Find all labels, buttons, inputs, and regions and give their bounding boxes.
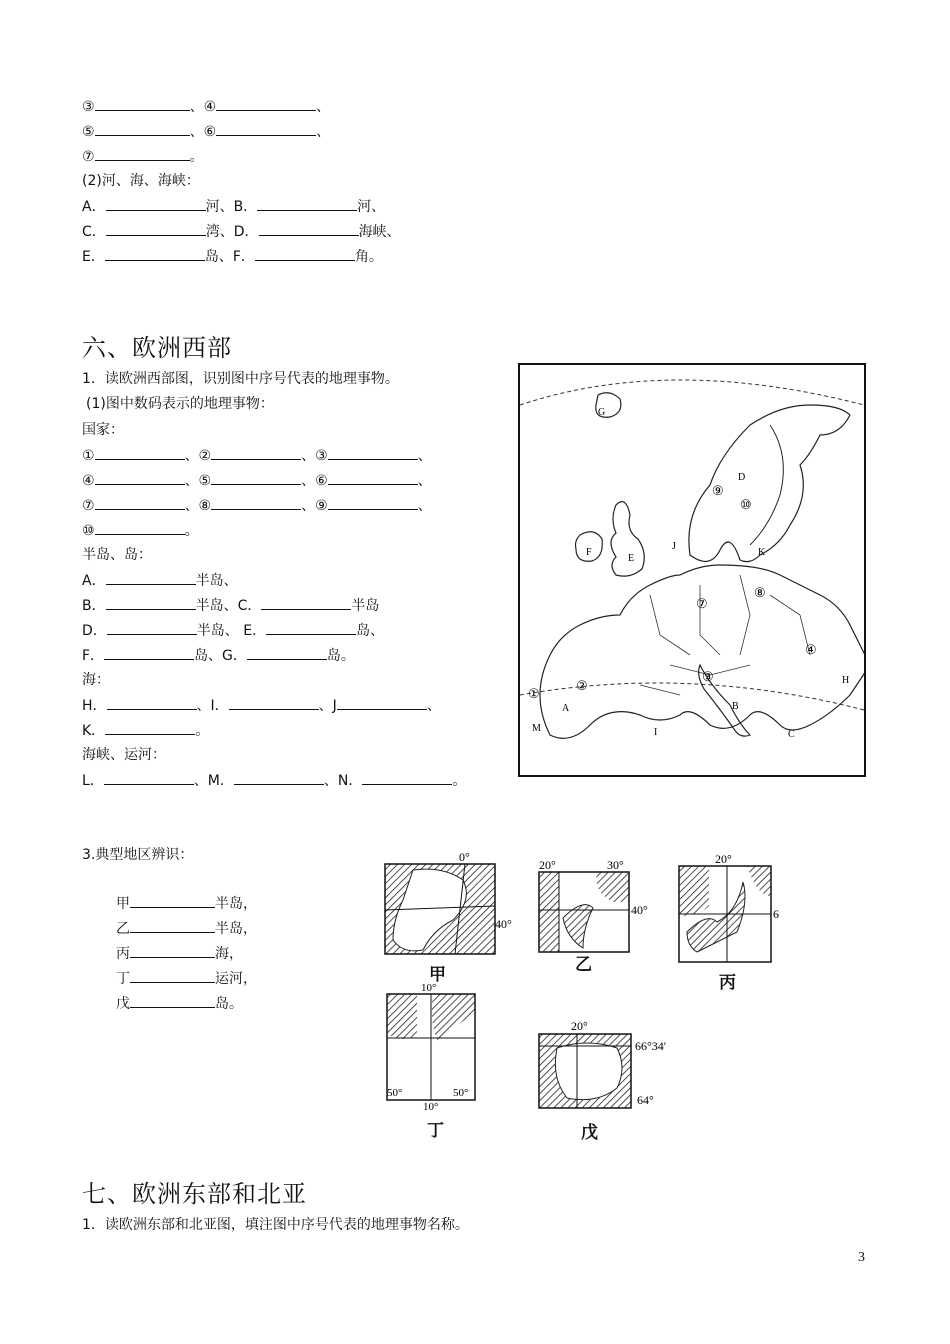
peninsula-label: 半岛、岛：: [82, 547, 152, 563]
rivers-line-ef: E． 岛、F． 角。: [82, 245, 383, 268]
top-line-7: ⑦ 。: [82, 145, 204, 168]
map-label: ⑨: [712, 483, 724, 498]
section-6-question-1: 1．读欧洲西部图，识别图中序号代表的地理事物。: [82, 371, 399, 387]
tick-label: 66°34′: [635, 1039, 667, 1053]
peninsula-line-de: D． 半岛、 E． 岛、: [82, 619, 384, 642]
answer-blank[interactable]: [106, 594, 196, 610]
map-label: F: [586, 547, 592, 558]
answer-blank[interactable]: [328, 494, 418, 510]
answer-blank[interactable]: [328, 444, 418, 460]
answer-blank[interactable]: [95, 444, 185, 460]
map-label: ③: [702, 669, 714, 684]
tick-label: 40°: [631, 903, 648, 917]
answer-blank[interactable]: [211, 494, 301, 510]
answer-blank[interactable]: [130, 942, 215, 958]
strait-line-lmn: L． 、M． 、N． 。: [82, 769, 466, 792]
tick-label: 20°: [571, 1019, 588, 1033]
strait-label: 海峡、运河：: [82, 747, 166, 763]
answer-blank[interactable]: [106, 569, 196, 585]
answer-blank[interactable]: [337, 694, 427, 710]
typical-line: 戊 岛。: [116, 992, 243, 1015]
map-label: ①: [528, 686, 540, 701]
answer-blank[interactable]: [130, 917, 215, 933]
section-7-title: 七、欧洲东部和北亚: [82, 1180, 307, 1208]
tick-label: 10°: [423, 1101, 439, 1113]
section-6-title: 六、欧洲西部: [82, 334, 232, 362]
answer-blank[interactable]: [362, 769, 452, 785]
rivers-line-ab: A． 河、B． 河、: [82, 195, 385, 218]
answer-blank[interactable]: [95, 145, 190, 161]
countries-line-2: ④ 、⑤ 、⑥ 、: [82, 469, 432, 492]
small-map-ding: [383, 980, 483, 1141]
tick-label: 64°: [637, 1093, 654, 1107]
answer-blank[interactable]: [130, 967, 215, 983]
answer-blank[interactable]: [257, 195, 357, 211]
tick-label: 20°: [539, 858, 556, 872]
answer-blank[interactable]: [216, 120, 316, 136]
answer-blank[interactable]: [255, 245, 355, 261]
small-map-wu: [537, 1018, 707, 1143]
top-line-5-6: ⑤ 、⑥ 、: [82, 120, 330, 143]
tick-label: 0°: [459, 850, 470, 864]
answer-blank[interactable]: [266, 619, 356, 635]
answer-blank[interactable]: [105, 245, 205, 261]
answer-blank[interactable]: [328, 469, 418, 485]
answer-blank[interactable]: [234, 769, 324, 785]
answer-blank[interactable]: [95, 95, 190, 111]
peninsula-line-a: A． 半岛、: [82, 569, 238, 592]
typical-line: 甲 半岛，: [116, 892, 257, 915]
answer-blank[interactable]: [104, 644, 194, 660]
sea-line-k: K． 。: [82, 719, 209, 742]
rivers-line-cd: C． 湾、D． 海峡、: [82, 220, 401, 243]
sea-line-hij: H． 、I． 、J 、: [82, 694, 441, 717]
western-europe-map: [518, 363, 866, 777]
answer-blank[interactable]: [95, 519, 185, 535]
countries-line-1: ① 、② 、③ 、: [82, 444, 432, 467]
tick-label: 30°: [607, 858, 624, 872]
typical-line: 丁 运河，: [116, 967, 257, 990]
map-label: H: [842, 675, 850, 686]
answer-blank[interactable]: [106, 195, 206, 211]
answer-blank[interactable]: [211, 444, 301, 460]
answer-blank[interactable]: [107, 694, 197, 710]
answer-blank[interactable]: [229, 694, 319, 710]
map-label: G: [598, 407, 606, 418]
map-caption: 戊: [581, 1123, 598, 1143]
question-3: 3.典型地区辨识：: [82, 847, 194, 863]
countries-line-4: ⑩ 。: [82, 519, 199, 542]
peninsula-line-fg: F． 岛、G． 岛。: [82, 644, 355, 667]
small-map-jia: [383, 850, 523, 985]
tick-label: 20°: [715, 852, 732, 866]
answer-blank[interactable]: [261, 594, 351, 610]
map-label: ④: [805, 642, 817, 657]
answer-blank[interactable]: [95, 469, 185, 485]
map-label: ⑩: [740, 497, 752, 512]
map-label: M: [532, 723, 541, 734]
map-label: A: [562, 703, 570, 714]
sea-label: 海：: [82, 672, 110, 688]
section-7-question-1: 1．读欧洲东部和北亚图，填注图中序号代表的地理事物名称。: [82, 1217, 469, 1233]
typical-line: 丙 海，: [116, 942, 243, 965]
answer-blank[interactable]: [104, 769, 194, 785]
map-label: C: [788, 729, 795, 740]
answer-blank[interactable]: [95, 494, 185, 510]
tick-label: 50°: [387, 1087, 403, 1099]
small-map-bing: [677, 852, 787, 993]
page-number: 3: [858, 1250, 865, 1265]
map-label: K: [758, 547, 766, 558]
map-label: B: [732, 701, 739, 712]
answer-blank[interactable]: [211, 469, 301, 485]
countries-label: 国家：: [82, 422, 124, 438]
tick-label: 10°: [421, 982, 437, 994]
top-line-3-4: ③ 、④ 、: [82, 95, 330, 118]
small-map-yi: [537, 858, 657, 975]
answer-blank[interactable]: [107, 619, 197, 635]
answer-blank[interactable]: [130, 892, 215, 908]
tick-label: 50°: [453, 1087, 469, 1099]
answer-blank[interactable]: [247, 644, 327, 660]
answer-blank[interactable]: [105, 719, 195, 735]
map-label: I: [654, 727, 658, 738]
answer-blank[interactable]: [216, 95, 316, 111]
map-label: ②: [576, 678, 588, 693]
map-label: D: [738, 472, 746, 483]
map-caption: 丁: [427, 1121, 444, 1141]
rivers-heading: (2)河、海、海峡：: [82, 173, 200, 189]
answer-blank[interactable]: [106, 220, 206, 236]
tick-label: 40°: [495, 917, 512, 931]
answer-blank[interactable]: [130, 992, 215, 1008]
section-6-sub-1: (1)图中数码表示的地理事物：: [86, 396, 274, 412]
map-label: ⑧: [754, 585, 766, 600]
peninsula-line-bc: B． 半岛、C． 半岛: [82, 594, 379, 617]
map-caption: 丙: [719, 973, 736, 993]
map-caption: 乙: [575, 955, 592, 975]
map-caption: 甲: [429, 965, 446, 985]
countries-line-3: ⑦ 、⑧ 、⑨ 、: [82, 494, 432, 517]
answer-blank[interactable]: [95, 120, 190, 136]
tick-label: 6: [773, 907, 779, 921]
typical-line: 乙 半岛，: [116, 917, 257, 940]
map-label: ⑦: [696, 596, 708, 611]
map-label: E: [628, 553, 635, 564]
answer-blank[interactable]: [259, 220, 359, 236]
map-label: J: [672, 541, 676, 552]
